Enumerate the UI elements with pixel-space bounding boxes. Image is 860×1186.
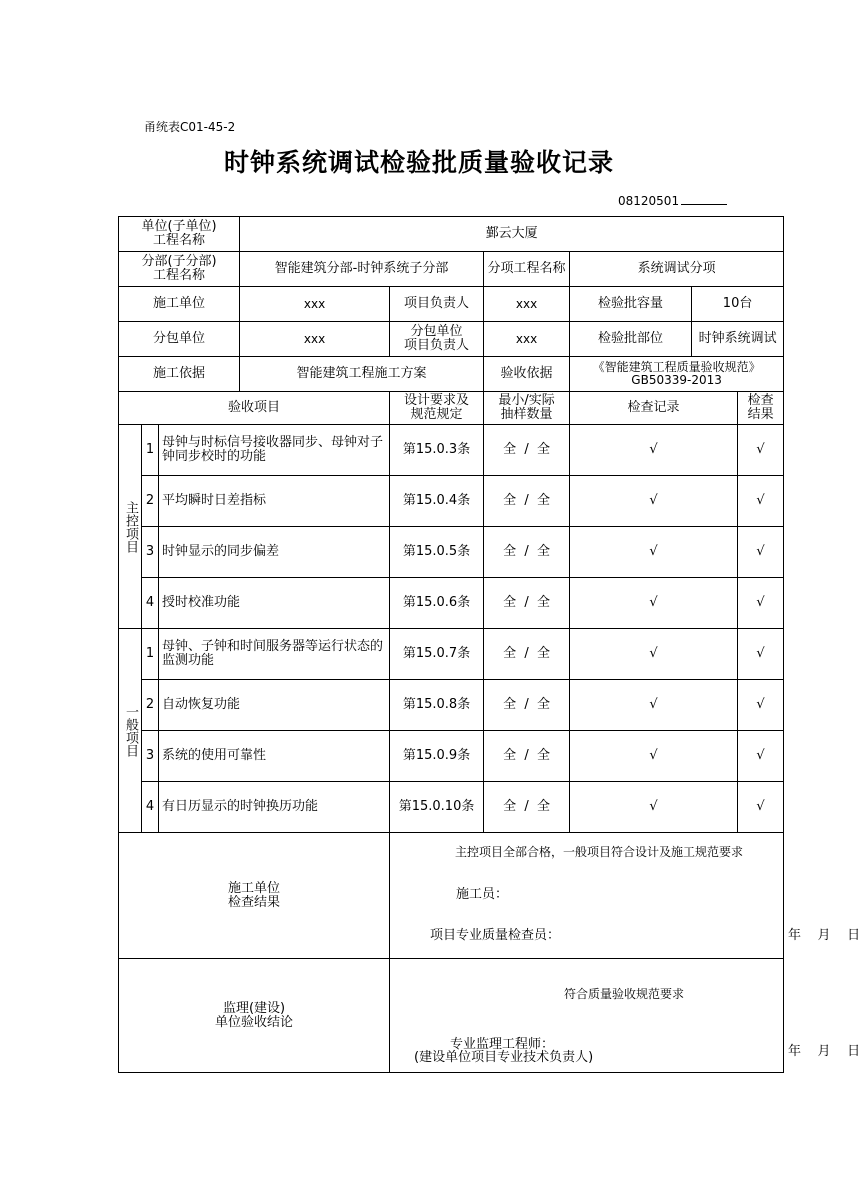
item-sample: 全 / 全 bbox=[484, 578, 570, 629]
item-result: √ bbox=[738, 527, 784, 578]
acceptance-form-table bbox=[118, 216, 860, 1073]
table-row bbox=[119, 476, 784, 527]
col-record-header: 检查记录 bbox=[570, 392, 738, 425]
subcontractor-label: 分包单位 bbox=[119, 322, 240, 357]
item-sample: 全 / 全 bbox=[484, 731, 570, 782]
item-record: √ bbox=[570, 782, 738, 833]
supervisor-check-label: 监理(建设) 单位验收结论 bbox=[119, 959, 390, 1073]
item-no: 4 bbox=[142, 578, 159, 629]
contractor-check-box bbox=[390, 833, 860, 959]
item-text: 时钟显示的同步偏差 bbox=[159, 527, 390, 578]
sub-manager-value: xxx bbox=[484, 322, 570, 357]
table-row bbox=[119, 680, 784, 731]
item-result: √ bbox=[738, 782, 784, 833]
item-sample: 全 / 全 bbox=[484, 425, 570, 476]
item-record: √ bbox=[570, 731, 738, 782]
engineer-label: 专业监理工程师： bbox=[450, 1037, 555, 1052]
item-record: √ bbox=[570, 578, 738, 629]
page-title: 时钟系统调试检验批质量验收记录 bbox=[223, 148, 614, 177]
item-record: √ bbox=[570, 680, 738, 731]
item-sample: 全 / 全 bbox=[484, 476, 570, 527]
item-clause: 第15.0.5条 bbox=[390, 527, 484, 578]
basis-value: 智能建筑工程施工方案 bbox=[240, 357, 484, 392]
item-no: 2 bbox=[142, 476, 159, 527]
supervisor-check-box bbox=[390, 959, 860, 1073]
item-text: 自动恢复功能 bbox=[159, 680, 390, 731]
item-sample: 全 / 全 bbox=[484, 680, 570, 731]
basis-label: 施工依据 bbox=[119, 357, 240, 392]
table-row bbox=[119, 425, 784, 476]
acceptance-basis-value: 《智能建筑工程质量验收规范》 GB50339-2013 bbox=[570, 357, 784, 392]
unit-project-value: 鄞云大厦 bbox=[240, 217, 784, 252]
supervisor-date: 年 月 日 bbox=[788, 1044, 860, 1059]
contractor-conclusion: 主控项目全部合格，一般项目符合设计及施工规范要求 bbox=[455, 845, 744, 859]
item-text: 母钟、子钟和时间服务器等运行状态的监测功能 bbox=[159, 629, 390, 680]
engineer-note: (建设单位项目专业技术负责人) bbox=[414, 1050, 594, 1065]
item-record: √ bbox=[570, 629, 738, 680]
item-no: 2 bbox=[142, 680, 159, 731]
item-clause: 第15.0.9条 bbox=[390, 731, 484, 782]
inspector-label: 项目专业质量检查员： bbox=[430, 928, 561, 943]
supervisor-conclusion: 符合质量验收规范要求 bbox=[564, 987, 685, 1001]
batch-capacity-value: 10台 bbox=[692, 287, 784, 322]
form-code: 甬统表C01-45-2 bbox=[144, 120, 236, 134]
subitem-label: 分项工程名称 bbox=[484, 252, 570, 287]
division-label: 分部(子分部) 工程名称 bbox=[119, 252, 240, 287]
sub-manager-label: 分包单位 项目负责人 bbox=[390, 322, 484, 357]
item-clause: 第15.0.7条 bbox=[390, 629, 484, 680]
item-result: √ bbox=[738, 731, 784, 782]
item-no: 1 bbox=[142, 629, 159, 680]
item-sample: 全 / 全 bbox=[484, 782, 570, 833]
item-no: 1 bbox=[142, 425, 159, 476]
item-text: 系统的使用可靠性 bbox=[159, 731, 390, 782]
item-text: 有日历显示的时钟换历功能 bbox=[159, 782, 390, 833]
doc-number: 08120501 bbox=[618, 194, 727, 208]
item-no: 3 bbox=[142, 731, 159, 782]
item-text: 平均瞬时日差指标 bbox=[159, 476, 390, 527]
batch-location-label: 检验批部位 bbox=[570, 322, 692, 357]
col-sample-header: 最小/实际 抽样数量 bbox=[484, 392, 570, 425]
item-result: √ bbox=[738, 578, 784, 629]
item-record: √ bbox=[570, 425, 738, 476]
general-group-label: 一般项目 bbox=[119, 629, 142, 833]
item-result: √ bbox=[738, 629, 784, 680]
item-clause: 第15.0.10条 bbox=[390, 782, 484, 833]
contractor-date: 年 月 日 bbox=[788, 928, 860, 943]
batch-location-value: 时钟系统调试 bbox=[692, 322, 784, 357]
col-item-header: 验收项目 bbox=[119, 392, 390, 425]
batch-capacity-label: 检验批容量 bbox=[570, 287, 692, 322]
item-record: √ bbox=[570, 527, 738, 578]
subcontractor-value: xxx bbox=[240, 322, 390, 357]
item-sample: 全 / 全 bbox=[484, 629, 570, 680]
item-text: 授时校准功能 bbox=[159, 578, 390, 629]
item-record: √ bbox=[570, 476, 738, 527]
item-sample: 全 / 全 bbox=[484, 527, 570, 578]
contractor-check-label: 施工单位 检查结果 bbox=[119, 833, 390, 959]
item-result: √ bbox=[738, 425, 784, 476]
table-row bbox=[119, 731, 784, 782]
item-no: 4 bbox=[142, 782, 159, 833]
item-result: √ bbox=[738, 476, 784, 527]
project-manager-label: 项目负责人 bbox=[390, 287, 484, 322]
item-result: √ bbox=[738, 680, 784, 731]
item-clause: 第15.0.4条 bbox=[390, 476, 484, 527]
subitem-value: 系统调试分项 bbox=[570, 252, 784, 287]
col-result-header: 检查 结果 bbox=[738, 392, 784, 425]
contractor-value: xxx bbox=[240, 287, 390, 322]
table-row bbox=[119, 629, 784, 680]
project-manager-value: xxx bbox=[484, 287, 570, 322]
table-row bbox=[119, 527, 784, 578]
unit-project-label: 单位(子单位) 工程名称 bbox=[119, 217, 240, 252]
main-group-label: 主控项目 bbox=[119, 425, 142, 629]
acceptance-basis-label: 验收依据 bbox=[484, 357, 570, 392]
division-value: 智能建筑分部-时钟系统子分部 bbox=[240, 252, 484, 287]
worker-label: 施工员： bbox=[456, 887, 509, 902]
contractor-label: 施工单位 bbox=[119, 287, 240, 322]
col-requirement-header: 设计要求及 规范规定 bbox=[390, 392, 484, 425]
table-row bbox=[119, 578, 784, 629]
item-text: 母钟与时标信号接收器同步、母钟对子钟同步校时的功能 bbox=[159, 425, 390, 476]
item-clause: 第15.0.8条 bbox=[390, 680, 484, 731]
table-row bbox=[119, 782, 784, 833]
item-no: 3 bbox=[142, 527, 159, 578]
item-clause: 第15.0.3条 bbox=[390, 425, 484, 476]
item-clause: 第15.0.6条 bbox=[390, 578, 484, 629]
